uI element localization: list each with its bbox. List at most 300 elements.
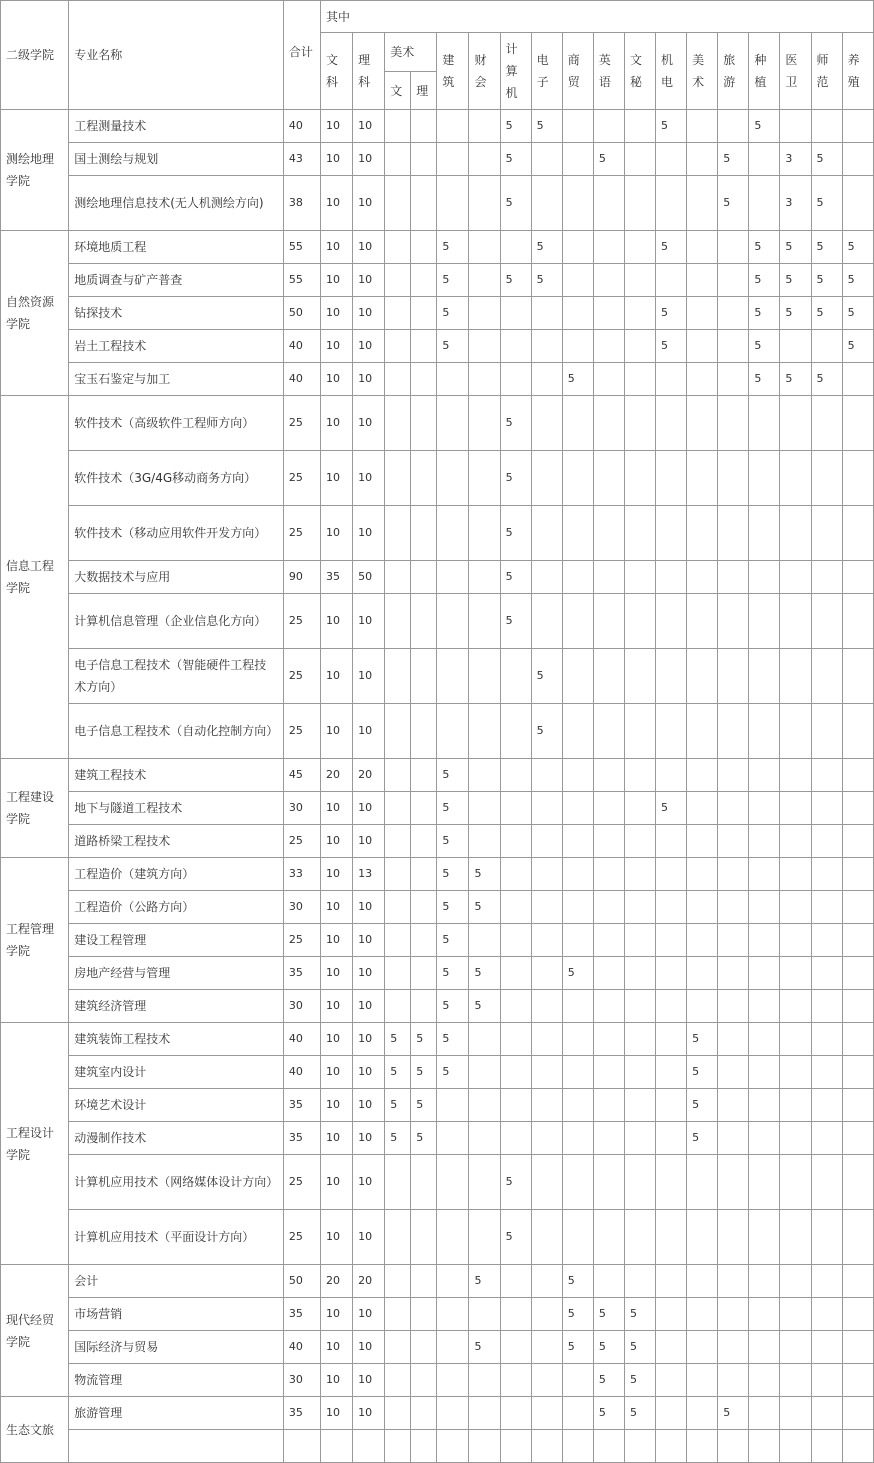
quota-cell — [411, 363, 437, 396]
quota-cell — [437, 1364, 469, 1397]
quota-cell — [562, 891, 593, 924]
quota-cell — [411, 451, 437, 506]
quota-cell — [687, 792, 718, 825]
quota-cell — [749, 594, 780, 649]
quota-cell — [718, 594, 749, 649]
quota-cell — [469, 1122, 500, 1155]
major-name: 会计 — [69, 1265, 284, 1298]
header-col-dianzi: 电 子 — [531, 33, 562, 110]
quota-cell: 10 — [321, 1122, 353, 1155]
quota-cell: 10 — [321, 143, 353, 176]
quota-cell: 10 — [353, 594, 385, 649]
quota-cell — [687, 330, 718, 363]
quota-cell — [842, 1430, 873, 1463]
quota-cell — [656, 143, 687, 176]
college-name: 工程建设学院 — [1, 759, 69, 858]
quota-cell: 5 — [656, 231, 687, 264]
quota-cell — [411, 1210, 437, 1265]
quota-cell — [500, 1122, 531, 1155]
header-meishu-wen: 文 — [385, 72, 411, 110]
quota-cell — [656, 1298, 687, 1331]
quota-cell — [411, 825, 437, 858]
table-row — [1, 957, 874, 990]
quota-cell — [656, 396, 687, 451]
quota-cell — [385, 957, 411, 990]
quota-cell — [749, 1056, 780, 1089]
quota-cell — [531, 990, 562, 1023]
quota-cell — [842, 1364, 873, 1397]
quota-cell — [385, 792, 411, 825]
major-name: 软件技术（3G/4G移动商务方向） — [69, 451, 284, 506]
quota-cell — [437, 1155, 469, 1210]
major-name: 物流管理 — [69, 1364, 284, 1397]
quota-cell — [780, 1430, 811, 1463]
quota-cell — [385, 143, 411, 176]
major-name: 电子信息工程技术（智能硬件工程技术方向） — [69, 649, 284, 704]
quota-cell — [811, 1089, 842, 1122]
quota-cell: 5 — [437, 792, 469, 825]
quota-cell — [718, 792, 749, 825]
quota-cell — [811, 649, 842, 704]
quota-cell — [411, 792, 437, 825]
quota-cell — [687, 891, 718, 924]
quota-cell — [469, 264, 500, 297]
quota-cell — [531, 1430, 562, 1463]
quota-cell — [656, 759, 687, 792]
quota-cell — [562, 264, 593, 297]
quota-cell — [531, 1397, 562, 1430]
college-name: 自然资源学院 — [1, 231, 69, 396]
quota-cell: 10 — [321, 704, 353, 759]
quota-cell — [562, 1089, 593, 1122]
quota-cell — [656, 957, 687, 990]
quota-cell — [749, 924, 780, 957]
quota-cell — [411, 990, 437, 1023]
quota-cell: 10 — [353, 1298, 385, 1331]
quota-cell — [437, 1397, 469, 1430]
quota-cell — [749, 704, 780, 759]
header-col-lvyou: 旅 游 — [718, 33, 749, 110]
quota-cell — [718, 649, 749, 704]
quota-cell — [562, 231, 593, 264]
quota-cell — [469, 1023, 500, 1056]
quota-cell: 10 — [353, 506, 385, 561]
quota-cell: 5 — [531, 110, 562, 143]
quota-cell — [687, 1155, 718, 1210]
quota-cell — [842, 792, 873, 825]
quota-cell — [718, 1364, 749, 1397]
quota-cell: 40 — [283, 1023, 320, 1056]
quota-cell — [469, 561, 500, 594]
quota-cell — [469, 1056, 500, 1089]
quota-cell: 3 — [780, 176, 811, 231]
quota-cell — [531, 792, 562, 825]
header-college: 二级学院 — [1, 1, 69, 110]
quota-cell: 10 — [321, 330, 353, 363]
table-row — [1, 297, 874, 330]
quota-cell: 5 — [687, 1122, 718, 1155]
table-row — [1, 825, 874, 858]
quota-cell — [749, 1122, 780, 1155]
quota-cell — [811, 990, 842, 1023]
quota-cell — [562, 792, 593, 825]
college-name: 测绘地理学院 — [1, 110, 69, 231]
quota-cell — [656, 1265, 687, 1298]
quota-cell — [718, 957, 749, 990]
quota-cell — [411, 1265, 437, 1298]
quota-cell — [656, 924, 687, 957]
quota-cell — [531, 176, 562, 231]
quota-cell: 10 — [353, 143, 385, 176]
quota-cell: 10 — [353, 1397, 385, 1430]
quota-cell — [749, 792, 780, 825]
quota-cell — [385, 297, 411, 330]
quota-cell — [624, 825, 655, 858]
table-row — [1, 1089, 874, 1122]
quota-cell — [811, 330, 842, 363]
quota-cell — [469, 924, 500, 957]
quota-cell — [321, 1430, 353, 1463]
quota-cell — [437, 704, 469, 759]
quota-cell — [749, 1298, 780, 1331]
quota-cell — [842, 990, 873, 1023]
quota-cell — [411, 924, 437, 957]
quota-cell — [656, 1089, 687, 1122]
quota-cell: 5 — [500, 143, 531, 176]
quota-cell — [780, 1397, 811, 1430]
quota-cell: 10 — [321, 396, 353, 451]
quota-cell — [385, 363, 411, 396]
quota-cell: 35 — [283, 1089, 320, 1122]
header-col-yingyu: 英 语 — [593, 33, 624, 110]
quota-cell — [562, 561, 593, 594]
quota-cell — [500, 1089, 531, 1122]
quota-cell — [842, 363, 873, 396]
quota-cell — [811, 825, 842, 858]
quota-cell — [811, 1298, 842, 1331]
table-row — [1, 1210, 874, 1265]
quota-cell — [469, 231, 500, 264]
quota-cell — [780, 1122, 811, 1155]
quota-cell — [656, 1155, 687, 1210]
quota-cell — [656, 891, 687, 924]
quota-cell — [624, 704, 655, 759]
quota-cell — [624, 1023, 655, 1056]
quota-cell — [749, 1397, 780, 1430]
quota-cell: 13 — [353, 858, 385, 891]
quota-cell — [411, 297, 437, 330]
quota-cell: 10 — [353, 792, 385, 825]
quota-cell — [469, 1364, 500, 1397]
quota-cell — [469, 506, 500, 561]
quota-cell: 5 — [562, 1298, 593, 1331]
quota-cell — [411, 1155, 437, 1210]
quota-cell: 5 — [811, 176, 842, 231]
quota-cell — [500, 1430, 531, 1463]
quota-cell — [593, 561, 624, 594]
quota-cell — [469, 792, 500, 825]
quota-cell — [385, 561, 411, 594]
quota-cell — [500, 1056, 531, 1089]
header-col-like: 理 科 — [353, 33, 385, 110]
quota-cell: 10 — [353, 957, 385, 990]
quota-cell: 5 — [437, 957, 469, 990]
quota-cell — [842, 1331, 873, 1364]
table-row — [1, 1122, 874, 1155]
quota-cell — [562, 297, 593, 330]
quota-cell — [718, 1122, 749, 1155]
quota-cell — [687, 1397, 718, 1430]
quota-cell: 50 — [283, 297, 320, 330]
quota-cell — [411, 1331, 437, 1364]
quota-cell — [811, 759, 842, 792]
quota-cell — [624, 1056, 655, 1089]
quota-cell — [500, 649, 531, 704]
quota-cell — [811, 451, 842, 506]
quota-cell: 50 — [353, 561, 385, 594]
quota-cell: 90 — [283, 561, 320, 594]
quota-cell — [624, 858, 655, 891]
quota-cell — [624, 957, 655, 990]
quota-cell — [624, 1122, 655, 1155]
quota-cell — [687, 594, 718, 649]
quota-cell: 10 — [353, 990, 385, 1023]
quota-cell — [687, 143, 718, 176]
quota-cell: 5 — [593, 1364, 624, 1397]
quota-cell — [469, 1397, 500, 1430]
quota-cell: 5 — [656, 297, 687, 330]
quota-cell — [811, 891, 842, 924]
quota-cell — [842, 561, 873, 594]
quota-cell — [385, 1265, 411, 1298]
quota-cell: 5 — [531, 649, 562, 704]
quota-cell: 5 — [687, 1056, 718, 1089]
major-name: 国际经济与贸易 — [69, 1331, 284, 1364]
quota-cell — [500, 704, 531, 759]
quota-cell — [562, 1397, 593, 1430]
quota-cell: 10 — [321, 1397, 353, 1430]
quota-cell — [811, 858, 842, 891]
quota-cell — [780, 1364, 811, 1397]
quota-cell: 5 — [500, 506, 531, 561]
quota-cell — [500, 891, 531, 924]
quota-cell — [469, 110, 500, 143]
quota-cell — [842, 1155, 873, 1210]
quota-cell — [780, 1265, 811, 1298]
quota-cell — [469, 1430, 500, 1463]
quota-cell — [749, 451, 780, 506]
quota-cell — [749, 1430, 780, 1463]
quota-cell — [437, 451, 469, 506]
quota-cell — [469, 1089, 500, 1122]
header-major: 专业名称 — [69, 1, 284, 110]
quota-cell — [562, 924, 593, 957]
quota-cell — [385, 759, 411, 792]
quota-cell — [842, 759, 873, 792]
quota-cell: 5 — [437, 297, 469, 330]
quota-cell — [811, 594, 842, 649]
quota-cell — [469, 297, 500, 330]
quota-cell: 5 — [437, 1056, 469, 1089]
quota-cell — [656, 1023, 687, 1056]
quota-cell: 5 — [437, 825, 469, 858]
quota-cell — [593, 506, 624, 561]
quota-cell — [780, 924, 811, 957]
quota-cell — [593, 297, 624, 330]
quota-cell: 33 — [283, 858, 320, 891]
quota-cell: 50 — [283, 1265, 320, 1298]
quota-cell — [687, 297, 718, 330]
table-row — [1, 363, 874, 396]
quota-cell: 25 — [283, 506, 320, 561]
quota-cell — [500, 858, 531, 891]
quota-cell — [749, 759, 780, 792]
quota-cell — [562, 1430, 593, 1463]
quota-cell — [780, 1155, 811, 1210]
quota-cell — [531, 1265, 562, 1298]
quota-cell — [687, 704, 718, 759]
quota-cell: 5 — [780, 231, 811, 264]
table-row — [1, 176, 874, 231]
quota-cell — [749, 1210, 780, 1265]
major-name: 软件技术（高级软件工程师方向） — [69, 396, 284, 451]
quota-cell — [624, 451, 655, 506]
quota-cell — [562, 110, 593, 143]
quota-cell — [656, 1331, 687, 1364]
quota-cell — [469, 1210, 500, 1265]
quota-cell: 10 — [321, 990, 353, 1023]
header-col-yangzhi: 养 殖 — [842, 33, 873, 110]
major-name: 地下与隧道工程技术 — [69, 792, 284, 825]
quota-cell — [411, 396, 437, 451]
header-col-wenmi: 文 秘 — [624, 33, 655, 110]
quota-cell: 55 — [283, 264, 320, 297]
header-col-zhongzhi: 种 植 — [749, 33, 780, 110]
quota-cell: 10 — [321, 1056, 353, 1089]
quota-cell — [842, 1056, 873, 1089]
quota-cell — [749, 649, 780, 704]
quota-cell — [811, 704, 842, 759]
quota-cell — [385, 1331, 411, 1364]
quota-cell — [624, 176, 655, 231]
major-name: 宝玉石鉴定与加工 — [69, 363, 284, 396]
quota-cell — [842, 143, 873, 176]
quota-cell — [411, 330, 437, 363]
quota-cell — [411, 110, 437, 143]
quota-cell — [718, 1331, 749, 1364]
header-meishu-li: 理 — [411, 72, 437, 110]
quota-cell — [593, 1265, 624, 1298]
quota-cell — [842, 825, 873, 858]
header-col-caikuai: 财 会 — [469, 33, 500, 110]
quota-cell — [437, 396, 469, 451]
quota-cell — [593, 110, 624, 143]
quota-cell — [718, 1430, 749, 1463]
quota-cell — [385, 451, 411, 506]
quota-cell: 5 — [437, 1023, 469, 1056]
quota-cell — [385, 990, 411, 1023]
quota-cell: 10 — [321, 110, 353, 143]
quota-cell: 5 — [842, 297, 873, 330]
quota-cell — [437, 143, 469, 176]
quota-cell — [437, 1430, 469, 1463]
quota-cell: 10 — [353, 1331, 385, 1364]
quota-cell: 55 — [283, 231, 320, 264]
quota-cell — [811, 1430, 842, 1463]
quota-cell — [780, 759, 811, 792]
major-name: 道路桥梁工程技术 — [69, 825, 284, 858]
quota-cell: 3 — [780, 143, 811, 176]
quota-cell — [749, 990, 780, 1023]
quota-cell — [562, 330, 593, 363]
quota-cell — [718, 1056, 749, 1089]
quota-cell — [531, 1210, 562, 1265]
header-col-wenke: 文 科 — [321, 33, 353, 110]
quota-cell: 5 — [500, 451, 531, 506]
table-row — [1, 990, 874, 1023]
quota-cell: 5 — [811, 297, 842, 330]
table-row — [1, 1430, 874, 1463]
quota-cell — [593, 330, 624, 363]
quota-cell — [531, 924, 562, 957]
quota-cell: 10 — [353, 1122, 385, 1155]
quota-cell — [780, 1089, 811, 1122]
quota-cell — [811, 792, 842, 825]
quota-cell: 30 — [283, 891, 320, 924]
quota-cell: 10 — [353, 297, 385, 330]
quota-cell — [437, 561, 469, 594]
quota-cell: 10 — [353, 1056, 385, 1089]
quota-cell — [656, 176, 687, 231]
quota-cell: 5 — [411, 1089, 437, 1122]
quota-cell — [780, 1210, 811, 1265]
quota-cell: 10 — [353, 891, 385, 924]
quota-cell — [593, 594, 624, 649]
quota-cell: 40 — [283, 330, 320, 363]
quota-cell — [531, 561, 562, 594]
quota-cell: 40 — [283, 110, 320, 143]
quota-cell — [385, 825, 411, 858]
quota-cell — [411, 231, 437, 264]
quota-cell — [469, 143, 500, 176]
quota-cell — [411, 143, 437, 176]
quota-cell — [687, 957, 718, 990]
quota-cell — [385, 396, 411, 451]
table-row — [1, 561, 874, 594]
quota-cell: 5 — [593, 143, 624, 176]
quota-cell: 5 — [562, 363, 593, 396]
quota-cell — [593, 759, 624, 792]
quota-cell — [437, 1210, 469, 1265]
quota-cell: 38 — [283, 176, 320, 231]
quota-cell: 5 — [593, 1298, 624, 1331]
quota-cell — [469, 451, 500, 506]
quota-cell — [842, 451, 873, 506]
quota-cell — [811, 1056, 842, 1089]
quota-cell — [411, 704, 437, 759]
quota-cell — [656, 1364, 687, 1397]
quota-cell — [562, 1023, 593, 1056]
quota-cell — [593, 231, 624, 264]
quota-cell — [531, 363, 562, 396]
quota-cell: 10 — [321, 451, 353, 506]
quota-cell: 5 — [469, 858, 500, 891]
quota-cell: 5 — [437, 264, 469, 297]
quota-cell: 30 — [283, 792, 320, 825]
quota-cell — [842, 704, 873, 759]
quota-cell: 5 — [531, 231, 562, 264]
quota-cell — [385, 924, 411, 957]
